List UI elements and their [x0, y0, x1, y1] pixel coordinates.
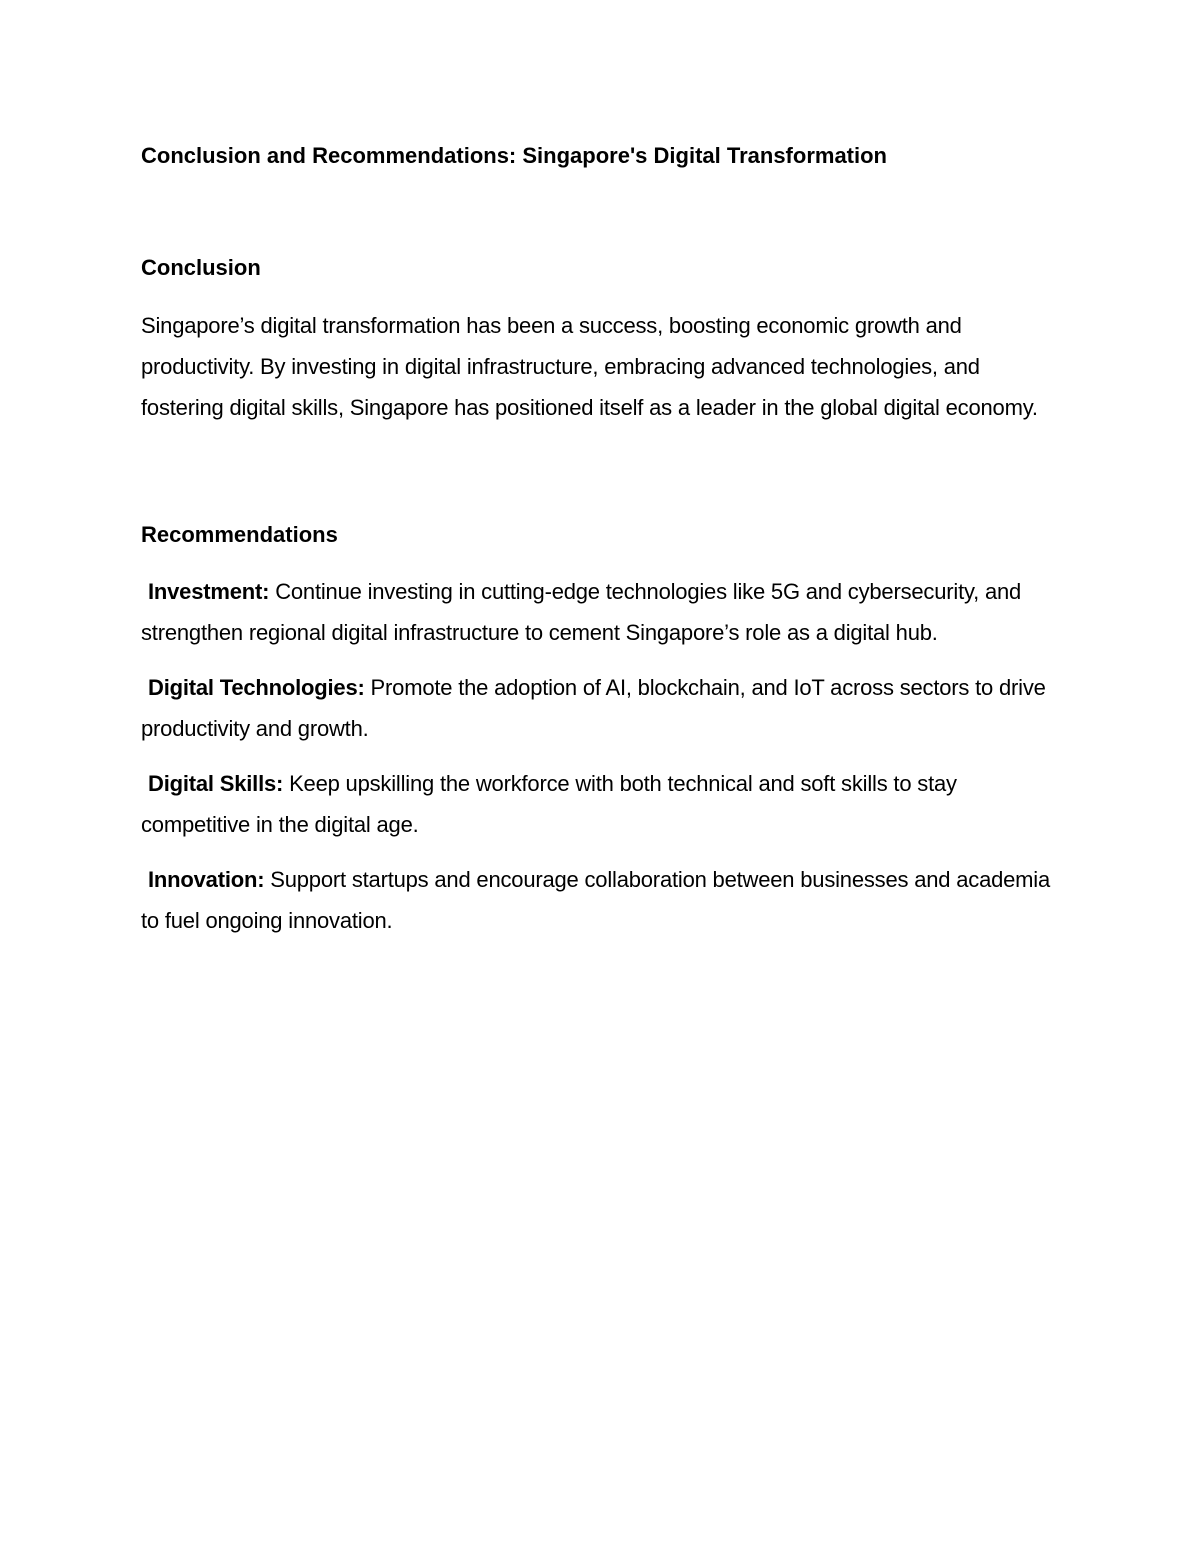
recommendation-innovation [141, 859, 1066, 941]
recommendation-text: Support startups and encourage collaboration between businesses and academia to fuel ongoing innovation. [141, 867, 1051, 933]
recommendation-digital-skills [141, 763, 1066, 845]
recommendations-heading: Recommendations [141, 522, 338, 547]
recommendation-digital-technologies [141, 667, 1066, 749]
document-title: Conclusion and Recommendations: Singapore's Digital Transformation [141, 143, 887, 168]
recommendation-term: Digital Technologies: [148, 675, 365, 700]
recommendation-term: Innovation: [148, 867, 265, 892]
conclusion-paragraph: Singapore’s digital transformation has been a success, boosting economic growth and productivity. By investing in digital infrastructure, embracing advanced technologies, and fostering digital skills, Singapore has positioned itself as a leader in the global digital economy. [141, 313, 1038, 420]
recommendation-term: Digital Skills: [148, 771, 284, 796]
recommendations-list [141, 571, 1066, 941]
recommendation-text: Continue investing in cutting-edge technologies like 5G and cybersecurity, and strengthen regional digital infrastructure to cement Singapore’s role as a digital hub. [141, 579, 1022, 645]
recommendation-text: Keep upskilling the workforce with both technical and soft skills to stay competitive in the digital age. [141, 771, 957, 837]
recommendation-investment [141, 571, 1066, 653]
recommendation-text: Promote the adoption of AI, blockchain, and IoT across sectors to drive productivity and growth. [141, 675, 1046, 741]
document-content [141, 141, 1066, 941]
recommendation-term: Investment: [148, 579, 270, 604]
conclusion-heading: Conclusion [141, 255, 261, 280]
